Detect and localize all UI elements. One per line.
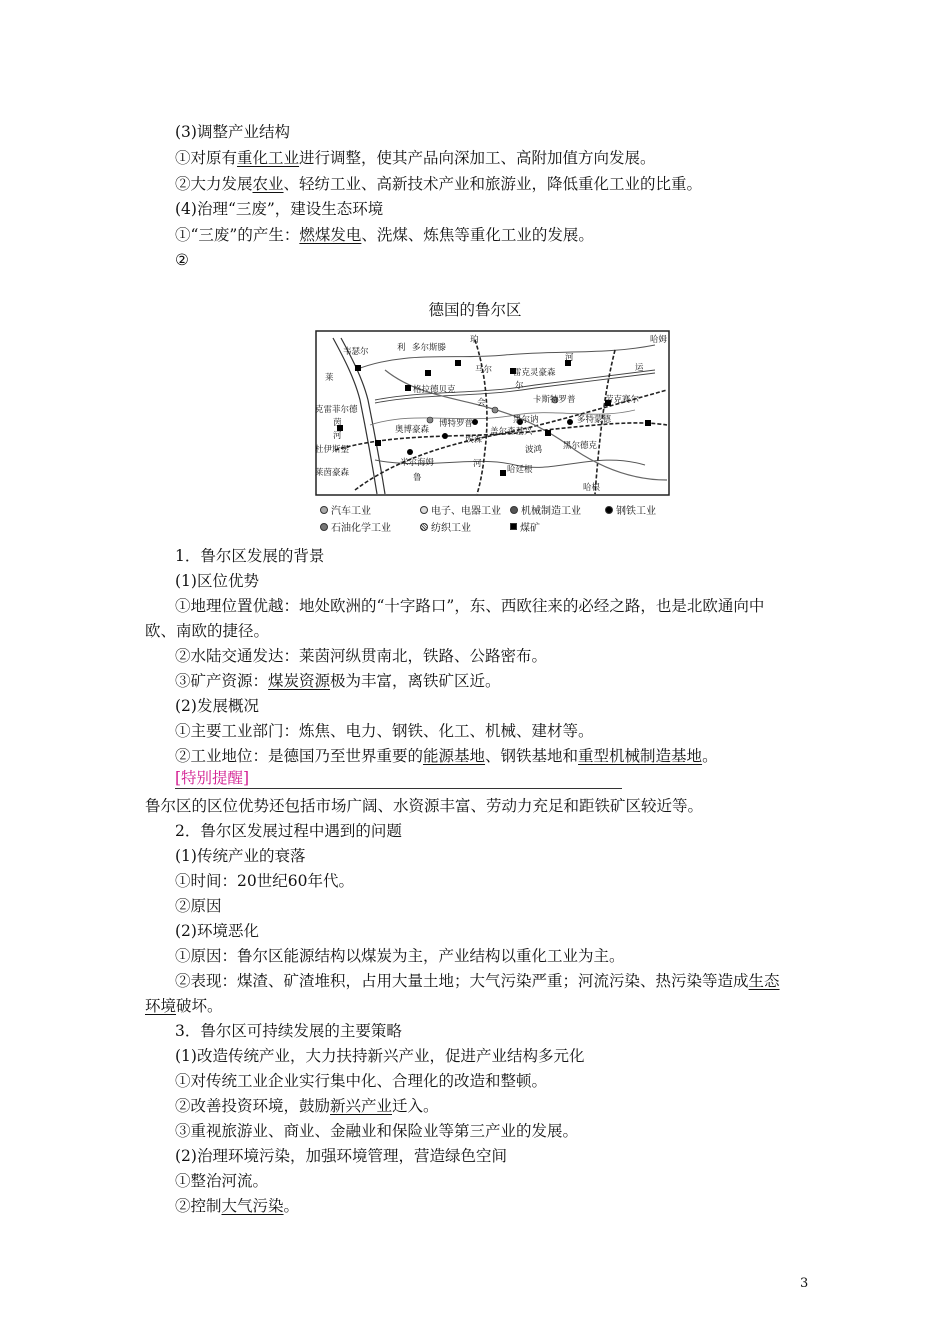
paragraph: ①“三废”的产生：燃煤发电、洗煤、炼焦等重化工业的发展。: [175, 226, 594, 244]
map-label: 黑尔德克: [563, 440, 598, 450]
paragraph: ①时间：20世纪60年代。: [175, 872, 354, 890]
map-label: 盖尔森基兴: [490, 426, 533, 436]
map-label: 河: [333, 430, 342, 440]
map-label: 会: [477, 397, 486, 407]
paragraph: ①原因：鲁尔区能源结构以煤炭为主，产业结构以重化工业为主。: [175, 947, 625, 965]
paragraph: ②改善投资环境，鼓励新兴产业迁入。: [175, 1097, 439, 1115]
paragraph: ③重视旅游业、商业、金融业和保险业等第三产业的发展。: [175, 1122, 579, 1140]
map-label: 韦瑟尔: [343, 346, 369, 356]
paragraph: ③矿产资源：煤炭资源极为丰富，离铁矿区近。: [175, 672, 501, 690]
map-title: 德国的鲁尔区: [428, 301, 522, 319]
map-label: 卡斯特罗普: [533, 394, 576, 404]
subheading-overview: (2)发展概况: [175, 697, 259, 715]
paragraph: 环境破坏。: [145, 997, 223, 1015]
steel-icon: [605, 506, 613, 514]
map-legend: [320, 502, 680, 536]
map-label: 奥博豪森: [395, 424, 430, 434]
special-reminder-text: 鲁尔区的区位优势还包括市场广阔、水资源丰富、劳动力充足和距铁矿区较近等。: [145, 797, 704, 815]
map-label: 劳克赛尔: [605, 394, 640, 404]
map-label: 运: [635, 362, 644, 372]
heading-problems: 2．鲁尔区发展过程中遇到的问题: [175, 822, 402, 840]
legend-petrochemical: 石油化学工业: [320, 519, 391, 534]
legend-textile: 纺织工业: [420, 519, 471, 534]
map-label: 尔: [515, 380, 524, 390]
map-label: 格拉德贝克: [413, 384, 456, 394]
heading-adjust-structure: (3)调整产业结构: [175, 123, 290, 141]
map-label: 鲁: [413, 472, 422, 482]
paragraph: ①整治河流。: [175, 1172, 269, 1190]
heading-three-wastes: (4)治理“三废”，建设生态环境: [175, 200, 384, 218]
legend-auto: 汽车工业: [320, 502, 371, 517]
special-reminder-label: [特别提醒]: [175, 768, 622, 789]
petrochemical-icon: [320, 523, 328, 531]
legend-steel: 钢铁工业: [605, 502, 656, 517]
map-label: 米尔海姆: [400, 457, 435, 467]
map-label: 杜伊斯堡: [315, 444, 350, 454]
auto-icon: [320, 506, 328, 514]
subheading-location: (1)区位优势: [175, 572, 259, 590]
map-label: 茵: [333, 417, 342, 427]
paragraph: ②工业地位：是德国乃至世界重要的能源基地、钢铁基地和重型机械制造基地。: [175, 747, 718, 765]
paragraph: ②表现：煤渣、矿渣堆积，占用大量土地；大气污染严重；河流污染、热污染等造成生态: [175, 972, 780, 990]
paragraph: ①对传统工业企业实行集中化、合理化的改造和整顿。: [175, 1072, 548, 1090]
paragraph: ②大力发展农业、轻纺工业、高新技术产业和旅游业，降低重化工业的比重。: [175, 175, 703, 193]
ruhr-map: [315, 330, 670, 496]
machinery-icon: [510, 506, 518, 514]
map-label: 河: [473, 458, 482, 468]
paragraph: 欧、南欧的捷径。: [145, 622, 270, 640]
map-label: 利: [397, 342, 406, 352]
map-label: 莱: [325, 372, 334, 382]
legend-electronics: 电子、电器工业: [420, 502, 501, 517]
map-label: 哈姆: [650, 334, 668, 344]
map-label: 多特蒙德: [577, 414, 612, 424]
map-label: 博特罗普: [439, 418, 474, 428]
map-label: 埃森: [465, 434, 483, 444]
paragraph: ①对原有重化工业进行调整，使其产品向深加工、高附加值方向发展。: [175, 149, 656, 167]
map-label: 多尔斯滕: [412, 342, 447, 352]
subheading-decline: (1)传统产业的衰落: [175, 847, 306, 865]
paragraph: ②原因: [175, 897, 222, 915]
map-label: 莱茵豪森: [315, 467, 350, 477]
heading-strategies: 3．鲁尔区可持续发展的主要策略: [175, 1022, 402, 1040]
map-label: 马尔: [475, 364, 493, 374]
paragraph: ①地理位置优越：地处欧洲的“十字路口”，东、西欧往来的必经之路，也是北欧通向中: [175, 597, 765, 615]
paragraph: ①主要工业部门：炼焦、电力、钢铁、化工、机械、建材等。: [175, 722, 594, 740]
subheading-pollution: (2)治理环境污染，加强环境管理，营造绿色空间: [175, 1147, 507, 1165]
map-label: 波鸿: [525, 444, 543, 454]
map-label: 哈根: [583, 482, 601, 492]
subheading-transform: (1)改造传统产业，大力扶持新兴产业，促进产业结构多元化: [175, 1047, 585, 1065]
map-label: 哈廷根: [507, 464, 533, 474]
legend-coal: 煤矿: [510, 519, 540, 534]
map-label: 河: [565, 352, 574, 362]
coal-icon: [510, 523, 517, 530]
map-label: 克雷菲尔德: [315, 404, 358, 414]
page-number: 3: [800, 1276, 809, 1291]
legend-machinery: 机械制造工业: [510, 502, 581, 517]
paragraph: ②水陆交通发达：莱茵河纵贯南北，铁路、公路密布。: [175, 647, 548, 665]
map-label: 雷克灵豪森: [513, 367, 556, 377]
subheading-environment: (2)环境恶化: [175, 922, 259, 940]
textile-icon: [420, 523, 428, 531]
paragraph: ②控制大气污染。: [175, 1197, 300, 1215]
map-label: 黑尔讷: [513, 414, 539, 424]
map-label: 珀: [470, 334, 479, 344]
paragraph: ②: [175, 251, 189, 269]
electronics-icon: [420, 506, 428, 514]
heading-background: 1．鲁尔区发展的背景: [175, 547, 325, 565]
